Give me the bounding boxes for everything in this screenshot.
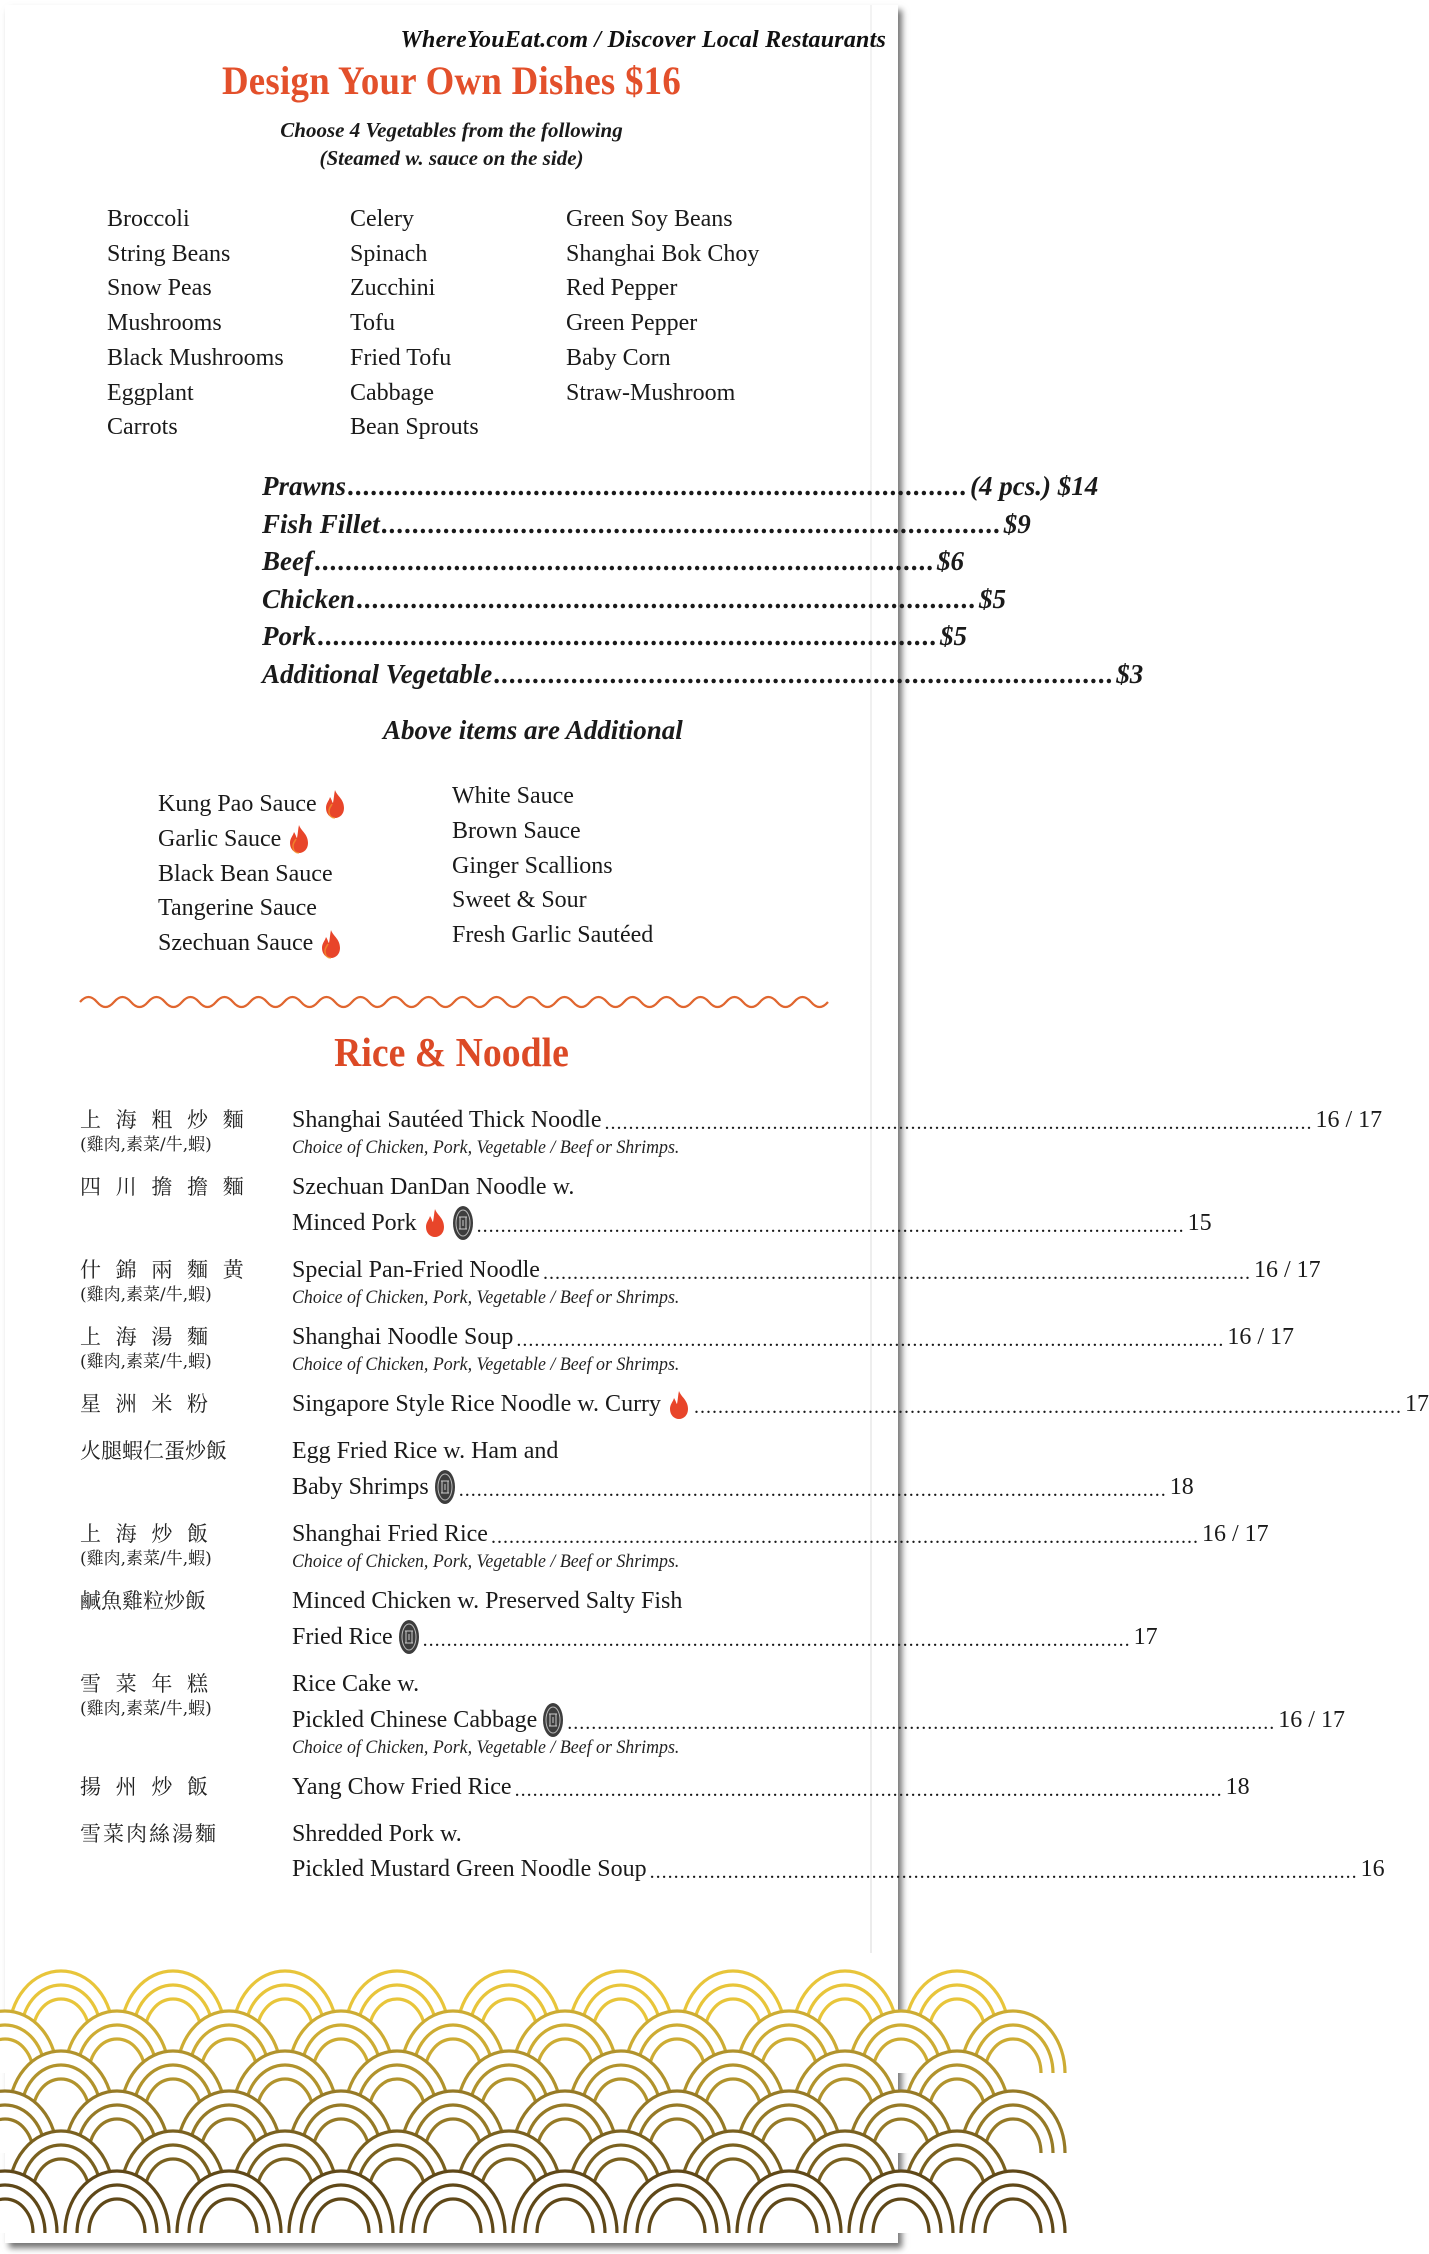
chinese-name: 上 海 粗 炒 麵 (雞肉,素菜/牛,蝦) — [80, 1108, 248, 1155]
addon-price: $5 — [979, 583, 1007, 614]
design-your-own-title: Design Your Own Dishes $16 — [221, 58, 682, 103]
dish-name-cont: Baby Shrimps — [292, 1473, 429, 1500]
wavy-divider — [80, 990, 825, 1008]
dot-leader — [491, 1522, 1199, 1552]
menu-item — [80, 1770, 1250, 1805]
protein-choice-note: Choice of Chicken, Pork, Vegetable / Beef or Shrimps. — [292, 1737, 680, 1758]
dot-leader — [650, 1857, 1358, 1887]
dish-price: 16 — [1360, 1856, 1385, 1882]
sauce-item — [158, 926, 347, 961]
menu-item — [80, 1434, 1194, 1505]
dish-name: Singapore Style Rice Noodle w. Curry — [292, 1391, 662, 1417]
dish-price: 16 / 17 — [1253, 1257, 1321, 1283]
chinese-name: 上 海 湯 麵 (雞肉,素菜/牛,蝦) — [80, 1325, 213, 1372]
vegetable-item: Tofu — [350, 310, 395, 337]
sauce-item — [158, 787, 347, 822]
site-watermark: WhereYouEat.com / Discover Local Restaurants — [400, 27, 886, 53]
vegetable-item: Zucchini — [350, 275, 436, 302]
spicy-flame-icon — [287, 824, 311, 854]
addon-price: $5 — [940, 621, 967, 651]
sauce-column-left — [158, 787, 347, 961]
chinese-name: 雪菜肉絲湯麵 — [80, 1822, 218, 1846]
chef-special-icon — [542, 1702, 564, 1738]
dish-name: Shanghai Sautéed Thick Noodle — [292, 1107, 602, 1133]
chef-special-icon — [434, 1469, 456, 1505]
gold-wave-scales-pattern — [5, 1953, 898, 2243]
dish-price: 17 — [1133, 1623, 1158, 1650]
addon-price: $6 — [936, 546, 964, 576]
dot-leader — [357, 581, 977, 619]
dish-price: 16 / 17 — [1201, 1521, 1269, 1547]
rice-noodle-list — [80, 1103, 1429, 1899]
addons-note: Above items are Additional — [383, 715, 683, 745]
dot-leader — [516, 1325, 1224, 1355]
vegetable-column-3 — [566, 202, 759, 410]
dot-leader — [382, 506, 1002, 544]
sauce-label: Szechuan Sauce — [158, 930, 314, 957]
chinese-name: 四 川 擔 擔 麵 — [80, 1175, 248, 1199]
menu-item — [80, 1817, 1385, 1887]
addon-price: (4 pcs.) $14 — [970, 471, 1099, 501]
dish-price: 15 — [1187, 1209, 1212, 1236]
vegetable-item: Green Pepper — [566, 310, 698, 337]
sauce-label: Garlic Sauce — [158, 825, 282, 852]
protein-choice-note: Choice of Chicken, Pork, Vegetable / Beef or Shrimps. — [292, 1137, 680, 1158]
addon-row-chicken — [262, 581, 1007, 619]
menu-item — [80, 1517, 1269, 1572]
vegetable-item: Red Pepper — [566, 275, 678, 302]
sauce-item: Brown Sauce — [452, 817, 581, 844]
chef-special-icon — [452, 1205, 474, 1241]
addon-row-beef — [262, 543, 964, 581]
dish-name-cont: Minced Pork — [292, 1209, 417, 1236]
vegetable-item: Carrots — [107, 414, 178, 441]
vegetable-column-1 — [107, 202, 284, 445]
sauce-item — [158, 891, 347, 926]
chef-special-icon — [398, 1619, 420, 1655]
dot-leader — [477, 1211, 1185, 1241]
chinese-name: 鹹魚雞粒炒飯 — [80, 1589, 206, 1613]
dot-leader — [515, 1775, 1223, 1805]
vegetable-item: Bean Sprouts — [350, 414, 479, 441]
vegetable-item: Broccoli — [107, 206, 190, 232]
menu-item — [80, 1667, 1345, 1758]
dish-name: Shredded Pork w. — [292, 1821, 462, 1847]
menu-item — [80, 1584, 1158, 1655]
sauce-column-right — [452, 779, 653, 953]
vegetable-item: Straw-Mushroom — [566, 379, 736, 406]
dot-leader — [315, 543, 935, 581]
dot-leader — [494, 656, 1114, 694]
sauce-item — [158, 822, 347, 857]
chinese-name: 星 洲 米 粉 — [80, 1392, 213, 1416]
vegetable-item: Spinach — [350, 240, 428, 267]
menu-item — [80, 1387, 1429, 1422]
vegetable-item: Snow Peas — [107, 275, 212, 302]
dot-leader — [459, 1475, 1167, 1505]
protein-choice-note: Choice of Chicken, Pork, Vegetable / Beef or Shrimps. — [292, 1354, 680, 1375]
vegetable-item: Baby Corn — [566, 344, 671, 371]
dish-name: Shanghai Fried Rice — [292, 1521, 488, 1547]
dish-price: 17 — [1405, 1391, 1429, 1417]
sauce-label: Black Bean Sauce — [158, 860, 333, 887]
addon-row-additional-vegetable — [262, 656, 1144, 694]
vegetable-item: Eggplant — [107, 379, 194, 406]
dish-name: Szechuan DanDan Noodle w. — [292, 1174, 575, 1200]
addon-price: $9 — [1003, 508, 1031, 539]
dish-name: Egg Fried Rice w. Ham and — [292, 1438, 559, 1464]
addon-name: Additional Vegetable — [262, 658, 493, 689]
dot-leader — [423, 1625, 1131, 1655]
chinese-name: 什 錦 兩 麵 黄 (雞肉,素菜/牛,蝦) — [80, 1258, 248, 1305]
sauce-item — [158, 857, 347, 892]
vegetable-item: Cabbage — [350, 379, 434, 406]
dish-name: Special Pan-Fried Noodle — [292, 1257, 540, 1283]
vegetable-item: Black Mushrooms — [107, 344, 284, 371]
dish-name-cont: Fried Rice — [292, 1623, 393, 1650]
vegetable-item: String Beans — [107, 240, 231, 267]
spicy-flame-icon — [667, 1390, 691, 1420]
dish-price: 16 / 17 — [1278, 1706, 1345, 1733]
addon-row-fish-fillet — [262, 506, 1031, 544]
dot-leader — [543, 1258, 1251, 1288]
addon-name: Pork — [262, 621, 316, 651]
sauce-item: Fresh Garlic Sautéed — [452, 922, 654, 949]
addon-name: Beef — [262, 546, 313, 576]
addon-name: Fish Fillet — [262, 508, 380, 539]
vegetable-item: Green Soy Beans — [566, 206, 733, 232]
spicy-flame-icon — [323, 789, 347, 819]
addon-price: $3 — [1116, 658, 1144, 689]
protein-choice-note: Choice of Chicken, Pork, Vegetable / Beef or Shrimps. — [292, 1287, 680, 1308]
menu-item — [80, 1253, 1321, 1308]
dish-name: Minced Chicken w. Preserved Salty Fish — [292, 1588, 683, 1614]
protein-addons-list — [262, 468, 1144, 693]
dish-price: 16 / 17 — [1227, 1324, 1294, 1350]
addon-row-pork — [262, 618, 967, 656]
dot-leader — [694, 1392, 1402, 1422]
dish-name-cont: Pickled Chinese Cabbage — [292, 1706, 538, 1733]
vegetable-item: Fried Tofu — [350, 344, 452, 371]
vegetable-item: Shanghai Bok Choy — [566, 240, 760, 267]
addon-name: Chicken — [262, 583, 356, 614]
dish-price: 18 — [1225, 1774, 1250, 1800]
vegetable-column-2 — [350, 202, 479, 445]
vegetable-item: Celery — [350, 206, 414, 232]
chinese-name: 揚 州 炒 飯 — [80, 1775, 213, 1799]
choose-vegetables-subtitle: Choose 4 Vegetables from the following — [280, 118, 623, 142]
chinese-name: 上 海 炒 飯 (雞肉,素菜/牛,蝦) — [80, 1522, 213, 1569]
steamed-note-subtitle: (Steamed w. sauce on the side) — [319, 146, 584, 170]
chinese-name: 雪 菜 年 糕 (雞肉,素菜/牛,蝦) — [80, 1672, 213, 1719]
dot-leader — [318, 618, 938, 656]
sauce-label: Kung Pao Sauce — [158, 791, 317, 817]
sauce-item: Ginger Scallions — [452, 852, 613, 879]
menu-item — [80, 1103, 1383, 1158]
dish-price: 16 / 17 — [1315, 1107, 1383, 1133]
dot-leader — [605, 1108, 1313, 1138]
sauce-item: Sweet & Sour — [452, 887, 587, 914]
menu-page — [5, 5, 1429, 2243]
addon-name: Prawns — [262, 471, 347, 501]
sauce-item: White Sauce — [452, 783, 574, 809]
rice-noodle-title: Rice & Noodle — [334, 1029, 569, 1075]
dish-price: 18 — [1169, 1473, 1194, 1500]
chinese-name: 火腿蝦仁蛋炒飯 — [80, 1439, 227, 1463]
dish-name: Rice Cake w. — [292, 1671, 420, 1697]
vegetable-item: Mushrooms — [107, 310, 222, 337]
spicy-flame-icon — [423, 1208, 447, 1238]
menu-item — [80, 1320, 1294, 1375]
addon-row-prawns — [262, 468, 1099, 506]
dish-name: Shanghai Noodle Soup — [292, 1324, 514, 1350]
protein-choice-note: Choice of Chicken, Pork, Vegetable / Beef or Shrimps. — [292, 1551, 680, 1572]
dish-name-cont: Pickled Mustard Green Noodle Soup — [292, 1856, 647, 1882]
dish-name: Yang Chow Fried Rice — [292, 1774, 512, 1800]
dot-leader — [348, 468, 968, 506]
sauce-label: Tangerine Sauce — [158, 895, 317, 922]
spicy-flame-icon — [319, 929, 343, 959]
dot-leader — [567, 1708, 1275, 1738]
menu-item — [80, 1170, 1212, 1241]
